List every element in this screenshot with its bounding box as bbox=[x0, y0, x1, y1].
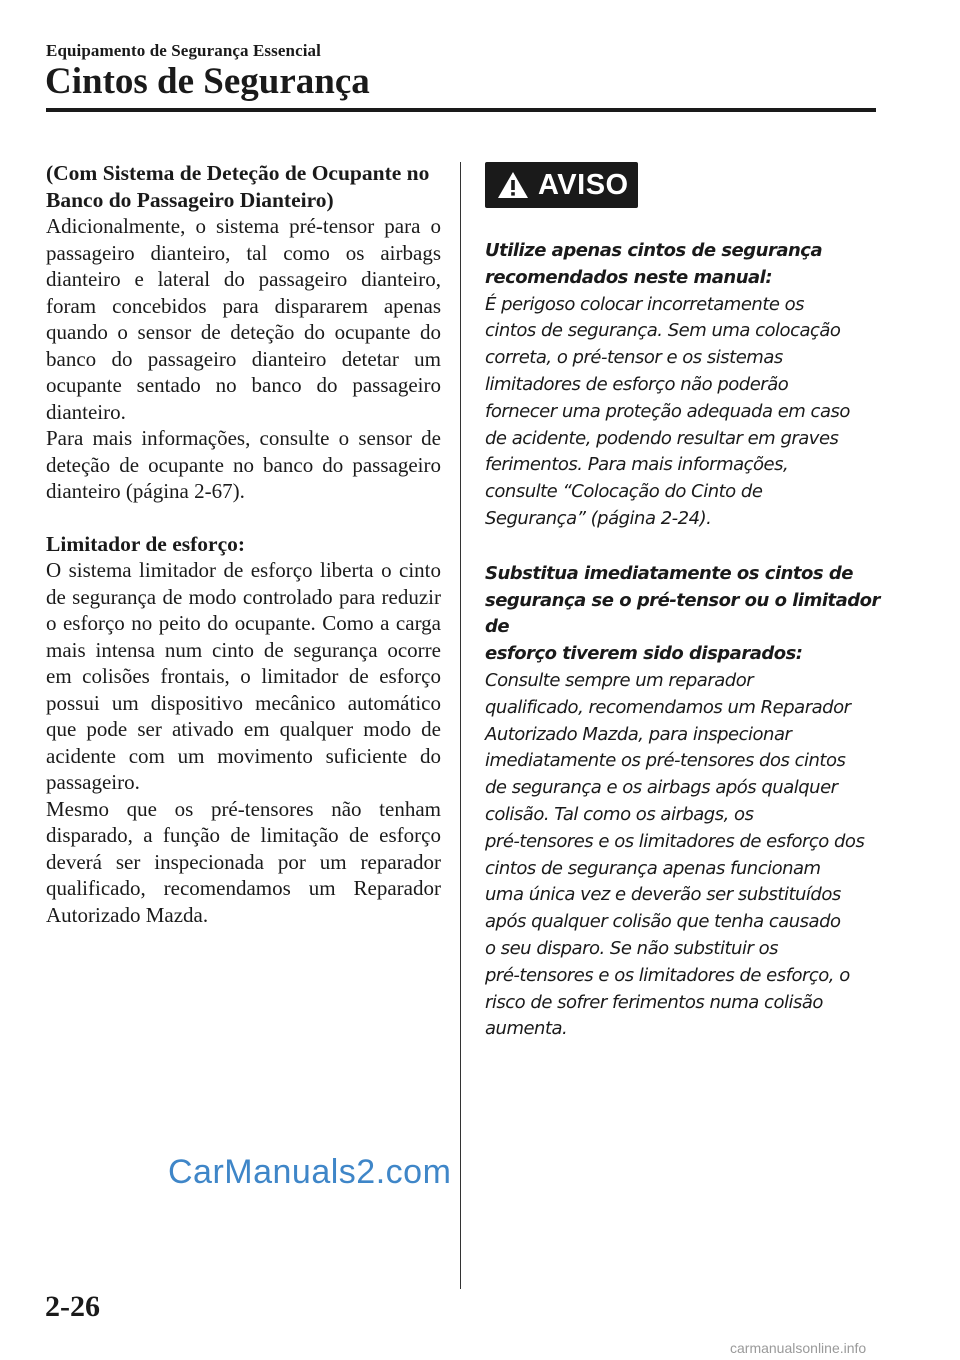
occupant-detection-body: Adicionalmente, o sistema pré-tensor para o passageiro dianteiro, tal como os airbags dianteiro e lateral do passageiro dianteiro, foram concebidos para dispararem apenas quando o sensor de deteção do ocupante do banco do passageiro dianteiro detetar um ocupante sentado no banco do passageiro dianteiro. Para mais informações, consulte o sensor de deteção de ocupante no banco do passageiro dianteiro (página 2-67). bbox=[46, 214, 441, 503]
left-column bbox=[46, 160, 441, 928]
page-number: 2-26 bbox=[45, 1290, 100, 1323]
warning-item2-heading: Substitua imediatamente os cintos de segurança se o pré-tensor ou o limitador de esforço tiverem sido disparados: bbox=[485, 562, 880, 665]
section-label: Equipamento de Segurança Essencial bbox=[46, 41, 321, 60]
warning-column bbox=[485, 162, 885, 1043]
occupant-detection-heading: (Com Sistema de Deteção de Ocupante no Banco do Passageiro Dianteiro) bbox=[46, 161, 430, 212]
site-watermark: carmanualsonline.info bbox=[730, 1340, 867, 1356]
warning-badge bbox=[485, 162, 638, 208]
load-limiter-heading: Limitador de esforço: bbox=[46, 531, 246, 556]
paragraph-gap bbox=[46, 505, 441, 531]
warning-triangle-icon bbox=[496, 170, 530, 200]
column-divider bbox=[460, 162, 461, 1289]
warning-item1-body: É perigoso colocar incorretamente os cintos de segurança. Sem uma colocação correta, o pré-tensor e os sistemas limitadores de esforço não poderão fornecer uma proteção adequada em caso de acidente, podendo resultar em graves ferimentos. Para mais informações, consulte “Colocação do Cinto de Segurança” (página 2-24). bbox=[485, 293, 850, 529]
warning-item1-heading: Utilize apenas cintos de segurança recomendados neste manual: bbox=[485, 240, 823, 288]
carmanuals-watermark: CarManuals2.com bbox=[168, 1153, 452, 1191]
chapter-title: Cintos de Segurança bbox=[45, 61, 370, 102]
header-rule bbox=[46, 108, 876, 112]
warning-label: AVISO bbox=[538, 168, 629, 201]
warning-item2-body: Consulte sempre um reparador qualificado, recomendamos um Reparador Autorizado Mazda, para inspecionar imediatamente os pré-tensores dos cintos de segurança e os airbags após qualquer colisão. Tal como os airbags, os pré-tensores e os limitadores de esforço dos cintos de segurança apenas funcionam uma única vez e deverão ser substituídos após qualquer colisão que tenha causado o seu disparo. Se não substituir os pré-tensores e os limitadores de esforço, o risco de sofrer ferimentos numa colisão aumenta. bbox=[485, 669, 865, 1040]
load-limiter-body: O sistema limitador de esforço liberta o cinto de segurança de modo controlado para reduzir o esforço no peito do ocupante. Como a carga mais intensa num cinto de segurança ocorre em colisões frontais, o limitador de esforço possui um dispositivo mecânico automático que pode ser ativado em qualquer modo de acidente com um movimento suficiente do passageiro. Mesmo que os pré-tensores não tenham disparado, a função de limitação de esforço deverá ser inspecionada por um reparador qualificado, recomendamos um Reparador Autorizado Mazda. bbox=[46, 558, 441, 927]
